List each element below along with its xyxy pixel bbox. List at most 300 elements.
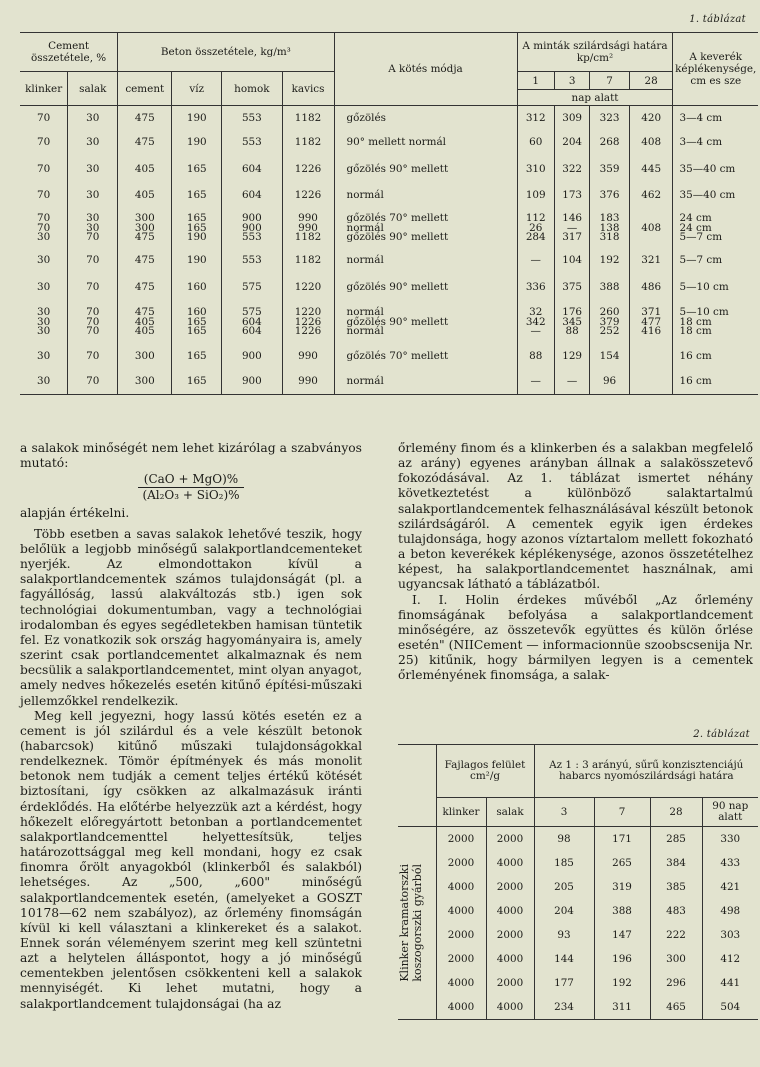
- formula-numerator: (CaO + MgO)%: [138, 472, 243, 488]
- t1-cell-clinker: [20, 131, 68, 156]
- t2-cell: 465: [650, 995, 702, 1020]
- t2-cell: 4000: [486, 995, 534, 1020]
- t1-cell-line: 1182: [294, 231, 322, 244]
- t1-cell-line: 309: [562, 111, 583, 124]
- t1-cell-line: 1226: [294, 189, 322, 202]
- t1-cell-line: 3—4 cm: [679, 136, 723, 149]
- t1-cell-line: 16 cm: [679, 349, 712, 362]
- t1-cell-sand: [222, 106, 282, 131]
- t1-cell-line: 165: [186, 315, 207, 328]
- t1-cell-line: 165: [186, 189, 207, 202]
- t1-cell-d3: [554, 209, 589, 249]
- t1-cell-sand: [222, 156, 282, 184]
- t1-cell-line: 408: [641, 221, 662, 234]
- t1-cell-line: 30: [37, 254, 51, 267]
- t1-cell-slag: [68, 131, 118, 156]
- t2-cell: 300: [650, 947, 702, 971]
- t1-head-cement: cement: [118, 72, 172, 106]
- t1-cell-line: 165: [186, 325, 207, 338]
- t1-cell-line: 408: [641, 136, 662, 149]
- right-paragraph-2: I. I. Holin érdekes művéből „Az őrlemény finomságának befolyása a salakportlandcement minőségére, az összetevők együttes és külön őrlése esetén" (NIICement — informacionnüe szoobscsenija Nr. 25) kitűnik, hogy bármilyen legyen is a cementek őrleményének finomsága, a salak-: [398, 592, 753, 683]
- t2-cell: 234: [534, 995, 594, 1020]
- t1-cell-line: 154: [599, 349, 620, 362]
- t1-cell-cement: [118, 274, 172, 302]
- t1-cell-line: 486: [641, 280, 662, 293]
- t1-cell-line: 165: [186, 221, 207, 234]
- t1-cell-line: 30: [86, 221, 100, 234]
- t1-cell-line: 70: [86, 306, 100, 319]
- t1-cell-gravel: [282, 156, 334, 184]
- t1-cell-line: 260: [599, 306, 620, 319]
- t1-cell-d7: [590, 274, 630, 302]
- t1-cell-line: gőzölés 70° mellett: [346, 349, 449, 362]
- formula: [20, 472, 362, 503]
- t1-cell-line: 70: [37, 136, 51, 149]
- t1-head-day-1: 1: [517, 72, 554, 90]
- t1-cell-cement: [118, 249, 172, 274]
- t2-cell: 4000: [436, 899, 486, 923]
- t1-cell-line: 5—10 cm: [679, 306, 729, 319]
- t2-cell: 147: [594, 923, 650, 947]
- t1-cell-line: 30: [37, 375, 51, 387]
- t2-cell: 433: [720, 857, 741, 869]
- t1-cell-line: 70: [86, 254, 100, 267]
- t1-cell-method: [334, 184, 517, 209]
- t1-head-day-28: 28: [629, 72, 673, 90]
- t1-cell-line: 70: [37, 212, 51, 225]
- t1-cell-line: 5—7 cm: [679, 231, 723, 244]
- t1-head-day-3: 3: [554, 72, 589, 90]
- t1-cell-line: 30: [37, 349, 51, 362]
- t1-cell-line: 35—40 cm: [679, 189, 736, 202]
- table-row: [20, 156, 758, 184]
- t1-cell-line: gőzölés 90° mellett: [346, 162, 449, 175]
- t1-cell-sand: [222, 344, 282, 370]
- t1-cell-line: 553: [241, 254, 262, 267]
- t1-head-concrete-composition: Beton összetétele, kg/m³: [118, 33, 334, 72]
- t1-cell-work: [673, 209, 758, 249]
- t1-cell-d28: [629, 106, 673, 131]
- t1-cell-d7: [590, 209, 630, 249]
- t1-cell-line: 190: [186, 254, 207, 267]
- t1-cell-line: 138: [599, 221, 620, 234]
- t1-cell-line: 204: [562, 136, 583, 149]
- t1-cell-line: 575: [241, 280, 262, 293]
- t1-cell-line: 1182: [294, 111, 322, 124]
- t2-side-label-line-2: koszogorszki gyárból: [411, 864, 424, 982]
- t1-cell-line: 990: [298, 221, 318, 234]
- t2-cell: 2000: [436, 947, 486, 971]
- t1-cell-cement: [118, 156, 172, 184]
- t1-cell-cement: [118, 370, 172, 395]
- t1-cell-line: 604: [241, 315, 262, 328]
- t1-cell-d7: [590, 131, 630, 156]
- t2-cell: 2000: [436, 851, 486, 875]
- formula-denominator: (Al₂O₃ + SiO₂)%: [142, 488, 240, 503]
- t1-cell-line: 30: [37, 231, 51, 244]
- t1-cell-work: [673, 274, 758, 302]
- t1-cell-line: normál: [346, 189, 384, 202]
- t1-cell-d28: [629, 249, 673, 274]
- t1-cell-work: [673, 184, 758, 209]
- t1-cell-line: 35—40 cm: [679, 162, 736, 175]
- left-paragraph-3: Több esetben a savas salakok lehetővé teszik, hogy belőlük a legjobb minőségű salakportlandcementeket nyerjék. Az elmondottakon kívül a salakportlandcementek számos tulajdonságát (pl. a fagyállóság, lassú alakváltozás stb.) igen sok technológiai dokumentumban, vagy a technológiai irodalomban és egyes segédletekben hamisan tüntetik fel. Ez vonatkozik sok ország hagyományaira is, amely szerint csak portlandcementet alkalmaznak és nem becsülik a salakportlandcementet, mint olyan anyagot, amely nedves hőkezelés esetén kitűnő építési-műszaki jellemzőkkel rendelkezik.: [20, 526, 362, 708]
- t1-cell-line: 30: [37, 280, 51, 293]
- table-row: [20, 209, 758, 249]
- t1-cell-work: [673, 156, 758, 184]
- table1: [20, 32, 758, 395]
- t1-cell-d1: [517, 131, 554, 156]
- t2-cell: 2000: [436, 923, 486, 947]
- t1-cell-line: 146: [562, 212, 583, 225]
- t1-cell-d1: [517, 274, 554, 302]
- t1-cell-d28: [629, 274, 673, 302]
- t2-cell: 2000: [436, 827, 486, 852]
- t1-cell-line: 477: [641, 315, 662, 328]
- t1-cell-line: 70: [86, 280, 100, 293]
- t1-head-strength: A minták szilárdsági határa kp/cm²: [517, 33, 673, 72]
- t1-cell-line: 30: [86, 136, 100, 149]
- t1-cell-work: [673, 370, 758, 395]
- t1-cell-line: gőzölés 90° mellett: [346, 231, 449, 244]
- t1-cell-line: gőzölés: [346, 111, 386, 124]
- t2-cell: 205: [534, 875, 594, 899]
- t1-cell-water: [172, 131, 222, 156]
- t2-side-label-line-1: Klinker kramatorszki: [398, 864, 411, 982]
- t1-cell-line: 30: [37, 325, 51, 338]
- t2-cell: 196: [594, 947, 650, 971]
- t2-cell: 412: [720, 953, 741, 965]
- t1-cell-d3: [554, 344, 589, 370]
- t1-cell-line: 252: [599, 325, 620, 338]
- t1-cell-line: 183: [599, 212, 620, 225]
- t1-cell-line: 900: [241, 212, 262, 225]
- t1-cell-d1: [517, 302, 554, 344]
- t1-cell-cement: [118, 131, 172, 156]
- t1-cell-line: gőzölés 90° mellett: [346, 280, 449, 293]
- t1-cell-line: 16 cm: [679, 375, 712, 387]
- t1-cell-line: 900: [241, 375, 262, 387]
- t2-cell: 4000: [486, 947, 534, 971]
- t1-cell-work: [673, 302, 758, 344]
- t1-cell-line: 321: [641, 254, 662, 267]
- t2-cell: 388: [594, 899, 650, 923]
- t2-cell: 385: [650, 875, 702, 899]
- t1-cell-d28: [629, 302, 673, 344]
- t1-cell-line: 165: [186, 162, 207, 175]
- t1-cell-work: [673, 131, 758, 156]
- t2-cell: 144: [534, 947, 594, 971]
- t2-cell: 311: [594, 995, 650, 1020]
- t1-cell-line: 176: [562, 306, 583, 319]
- t1-cell-d7: [590, 184, 630, 209]
- t1-head-clinker: klinker: [20, 72, 68, 106]
- t1-cell-water: [172, 106, 222, 131]
- left-paragraph-1: a salakok minőségét nem lehet kizárólag a szabványos mutató:: [20, 441, 362, 471]
- t2-head-slag: salak: [486, 798, 534, 827]
- t1-cell-line: 462: [641, 189, 662, 202]
- table2: [398, 744, 758, 1020]
- t1-cell-cement: [118, 302, 172, 344]
- t2-head-d90: 90 nap alatt: [702, 798, 758, 827]
- t1-cell-gravel: [282, 106, 334, 131]
- t1-cell-line: 300: [134, 212, 155, 225]
- t1-cell-line: normál: [346, 325, 384, 338]
- t1-cell-slag: [68, 249, 118, 274]
- t1-cell-line: 60: [529, 136, 543, 149]
- t1-head-days-after: nap alatt: [517, 90, 673, 106]
- t1-cell-slag: [68, 156, 118, 184]
- t1-cell-line: 300: [134, 375, 155, 387]
- t1-cell-work: [673, 344, 758, 370]
- t1-cell-d1: [517, 156, 554, 184]
- t1-cell-line: 445: [641, 162, 662, 175]
- t1-cell-gravel: [282, 344, 334, 370]
- t1-cell-line: 405: [134, 315, 155, 328]
- t1-cell-method: [334, 209, 517, 249]
- t1-cell-line: 322: [562, 162, 583, 175]
- t1-cell-line: —: [566, 221, 578, 234]
- t1-cell-water: [172, 344, 222, 370]
- t2-cell: 2000: [486, 971, 534, 995]
- t1-cell-d3: [554, 156, 589, 184]
- t2-cell: 98: [534, 827, 594, 852]
- t2-cell: 171: [594, 827, 650, 852]
- t1-cell-line: 5—10 cm: [679, 280, 729, 293]
- t1-cell-cement: [118, 344, 172, 370]
- table-row: [398, 947, 758, 971]
- t1-cell-water: [172, 156, 222, 184]
- t1-cell-line: 5—7 cm: [679, 254, 723, 267]
- t1-cell-line: 30: [37, 315, 51, 328]
- t1-cell-d7: [590, 302, 630, 344]
- t1-cell-work: [673, 106, 758, 131]
- t2-cell: 285: [650, 827, 702, 852]
- t1-cell-line: 268: [599, 136, 620, 149]
- t1-cell-water: [172, 209, 222, 249]
- t1-cell-line: 70: [86, 325, 100, 338]
- t1-cell-line: 112: [525, 212, 546, 225]
- t1-cell-line: 70: [37, 189, 51, 202]
- t1-cell-line: 604: [241, 189, 262, 202]
- t1-cell-line: 70: [86, 375, 100, 387]
- t1-cell-sand: [222, 209, 282, 249]
- t1-cell-sand: [222, 184, 282, 209]
- t1-cell-work: [673, 249, 758, 274]
- table-row: [20, 344, 758, 370]
- t1-cell-cement: [118, 209, 172, 249]
- t1-cell-slag: [68, 302, 118, 344]
- t2-cell: 421: [720, 881, 741, 893]
- t2-head-blank: [398, 745, 436, 827]
- t1-cell-line: 900: [241, 349, 262, 362]
- t2-cell: 2000: [486, 875, 534, 899]
- t2-cell: 4000: [436, 995, 486, 1020]
- t2-cell: 441: [720, 977, 741, 989]
- table-row: [398, 971, 758, 995]
- t1-cell-line: 575: [241, 306, 262, 319]
- t1-cell-method: [334, 302, 517, 344]
- t1-cell-d1: [517, 344, 554, 370]
- t2-cell: 4000: [436, 971, 486, 995]
- t2-head-specific-surface: Fajlagos felület cm²/g: [436, 745, 534, 798]
- t1-cell-line: 284: [525, 231, 546, 244]
- t1-cell-line: 553: [241, 136, 262, 149]
- t1-cell-line: 376: [599, 189, 620, 202]
- t1-cell-line: 310: [525, 162, 546, 175]
- t1-cell-method: [334, 131, 517, 156]
- t1-cell-d3: [554, 249, 589, 274]
- t1-cell-d1: [517, 249, 554, 274]
- t1-cell-d1: [517, 106, 554, 131]
- t1-cell-line: 405: [134, 162, 155, 175]
- t1-cell-line: 70: [37, 111, 51, 124]
- t1-cell-line: 405: [134, 189, 155, 202]
- t1-cell-line: 475: [134, 254, 155, 267]
- table-row: [20, 106, 758, 131]
- t1-cell-line: normál: [346, 221, 384, 234]
- t1-cell-line: 90° mellett normál: [346, 136, 446, 149]
- t1-cell-clinker: [20, 184, 68, 209]
- t2-cell: 185: [534, 851, 594, 875]
- t1-cell-line: 300: [134, 221, 155, 234]
- table-row: [398, 851, 758, 875]
- t1-cell-gravel: [282, 370, 334, 395]
- t2-head-d3: 3: [534, 798, 594, 827]
- t1-cell-line: 1226: [294, 315, 322, 328]
- t1-cell-d3: [554, 302, 589, 344]
- right-text-column: [398, 441, 753, 684]
- t1-cell-line: normál: [346, 375, 384, 387]
- t1-head-cement-composition: Cement összetétele, %: [20, 33, 118, 72]
- t1-cell-line: 405: [134, 325, 155, 338]
- t2-cell: 2000: [486, 827, 534, 852]
- t1-head-slag: salak: [68, 72, 118, 106]
- t1-cell-d3: [554, 184, 589, 209]
- table1-caption: 1. táblázat: [689, 14, 746, 25]
- t1-cell-line: 475: [134, 306, 155, 319]
- t1-cell-d7: [590, 344, 630, 370]
- t2-cell: 4000: [436, 875, 486, 899]
- t2-cell: 192: [594, 971, 650, 995]
- t1-cell-d3: [554, 131, 589, 156]
- t2-cell: 330: [720, 833, 741, 845]
- t2-cell: 177: [534, 971, 594, 995]
- t1-cell-line: 323: [599, 111, 620, 124]
- t1-cell-line: 165: [186, 375, 207, 387]
- t2-cell: 265: [594, 851, 650, 875]
- t1-cell-method: [334, 156, 517, 184]
- t1-cell-line: 416: [641, 325, 662, 338]
- t2-cell: 4000: [486, 899, 534, 923]
- t2-cell: 93: [534, 923, 594, 947]
- t1-cell-line: —: [530, 325, 541, 338]
- t1-cell-line: gőzölés 90° mellett: [346, 315, 449, 328]
- t2-cell: 4000: [486, 851, 534, 875]
- t1-cell-line: 30: [86, 212, 100, 225]
- t1-cell-line: 359: [599, 162, 620, 175]
- t1-cell-gravel: [282, 131, 334, 156]
- left-text-column: [20, 441, 362, 1012]
- t2-cell: 303: [720, 929, 741, 941]
- t1-cell-line: 190: [186, 231, 207, 244]
- t1-cell-d7: [590, 370, 630, 395]
- t1-cell-d1: [517, 209, 554, 249]
- t1-cell-line: 317: [562, 231, 583, 244]
- t1-cell-line: 70: [37, 162, 51, 175]
- t2-head-strength: Az 1 : 3 arányú, sűrű konzisztenciájú habarcs nyomószilárdsági határa: [534, 745, 758, 798]
- t1-cell-water: [172, 302, 222, 344]
- t1-cell-gravel: [282, 274, 334, 302]
- t1-head-gravel: kavics: [282, 72, 334, 106]
- t1-cell-line: 30: [86, 189, 100, 202]
- t1-cell-line: 160: [186, 280, 207, 293]
- t1-cell-line: 300: [134, 349, 155, 362]
- t1-cell-line: 18 cm: [679, 315, 712, 328]
- t1-cell-line: 18 cm: [679, 325, 712, 338]
- t1-cell-line: 379: [599, 315, 620, 328]
- t1-cell-water: [172, 184, 222, 209]
- t1-head-workability: A keverék képlékenysége, cm es sze: [673, 33, 758, 106]
- table-row: [20, 274, 758, 302]
- t1-cell-slag: [68, 184, 118, 209]
- t1-cell-line: —: [530, 375, 541, 387]
- t1-cell-gravel: [282, 249, 334, 274]
- t1-cell-line: 109: [525, 189, 546, 202]
- t1-cell-line: 900: [241, 221, 262, 234]
- t1-cell-line: normál: [346, 306, 384, 319]
- t1-cell-method: [334, 370, 517, 395]
- t1-cell-line: 26: [529, 221, 543, 234]
- t2-cell: 296: [650, 971, 702, 995]
- t1-cell-method: [334, 344, 517, 370]
- t1-cell-line: 318: [599, 231, 620, 244]
- t2-head-clinker: klinker: [436, 798, 486, 827]
- t1-cell-line: 173: [562, 189, 583, 202]
- t1-cell-method: [334, 249, 517, 274]
- t1-cell-slag: [68, 106, 118, 131]
- t1-cell-line: 312: [525, 111, 546, 124]
- t1-cell-line: 129: [562, 349, 583, 362]
- table-row: [20, 184, 758, 209]
- t1-cell-line: 990: [298, 349, 318, 362]
- t1-cell-line: 24 cm: [679, 212, 712, 225]
- t1-cell-d7: [590, 249, 630, 274]
- table-row: [20, 249, 758, 274]
- t2-cell: 2000: [486, 923, 534, 947]
- t1-head-water: víz: [172, 72, 222, 106]
- table-row: [20, 370, 758, 395]
- table-row: [398, 875, 758, 899]
- t1-cell-line: 371: [641, 306, 662, 319]
- t1-cell-sand: [222, 370, 282, 395]
- t1-cell-line: —: [566, 375, 578, 387]
- t1-cell-line: 604: [241, 325, 262, 338]
- t1-cell-line: 342: [525, 315, 546, 328]
- t1-cell-clinker: [20, 344, 68, 370]
- t1-cell-line: 30: [37, 306, 51, 319]
- t1-cell-d1: [517, 370, 554, 395]
- t2-head-d28: 28: [650, 798, 702, 827]
- t1-cell-water: [172, 370, 222, 395]
- t1-cell-sand: [222, 131, 282, 156]
- t1-cell-line: 70: [86, 349, 100, 362]
- t1-cell-method: [334, 106, 517, 131]
- t1-cell-line: 190: [186, 111, 207, 124]
- t1-cell-clinker: [20, 274, 68, 302]
- t2-cell: 222: [650, 923, 702, 947]
- t1-cell-line: 70: [37, 221, 51, 234]
